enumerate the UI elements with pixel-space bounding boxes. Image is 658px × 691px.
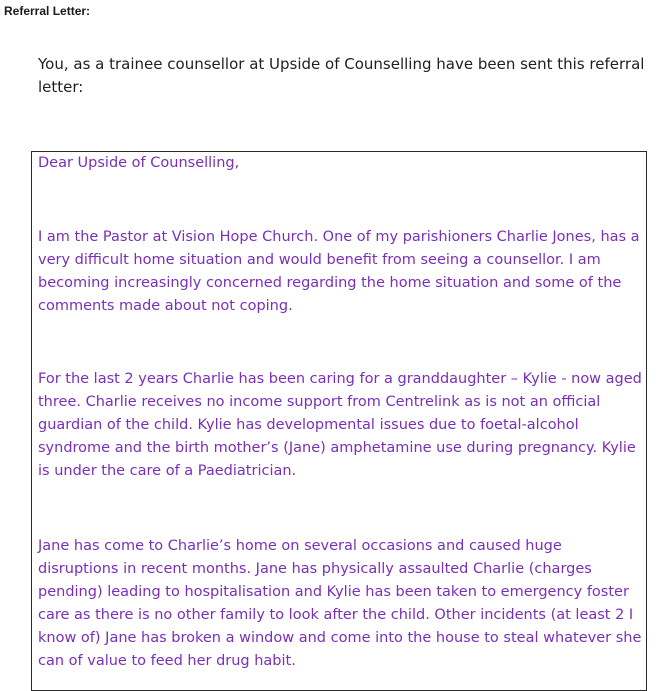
- intro-text: You, as a trainee counsellor at Upside of Counselling have been sent this referral letter:: [38, 55, 645, 96]
- page-heading: Referral Letter:: [4, 4, 91, 18]
- referral-letter-box: [31, 151, 647, 691]
- letter-paragraph: For the last 2 years Charlie has been caring for a granddaughter – Kylie - now aged three. Charlie receives no income support from Centrelink as is not an official guardian of the child. Kylie has developmental issues due to foetal-alcohol syndrome and the birth mother’s (Jane) amphetamine use during pregnancy. Kylie is under the care of a Paediatrician.: [38, 371, 642, 479]
- letter-paragraph: I am the Pastor at Vision Hope Church. One of my parishioners Charlie Jones, has a very difficult home situation and would benefit from seeing a counsellor. I am becoming increasingly concerned regarding the home situation and some of the comments made about not coping.: [38, 229, 640, 314]
- letter-paragraph: Jane has come to Charlie’s home on several occasions and caused huge disruptions in recent months. Jane has physically assaulted Charlie (charges pending) leading to hospitalisation and Kylie has been taken to emergency foster care as there is no other family to look after the child. Other incidents (at least 2 I know of) Jane has broken a window and come into the house to steal whatever she can of value to feed her drug habit.: [38, 538, 642, 669]
- letter-greeting: Dear Upside of Counselling,: [38, 155, 240, 171]
